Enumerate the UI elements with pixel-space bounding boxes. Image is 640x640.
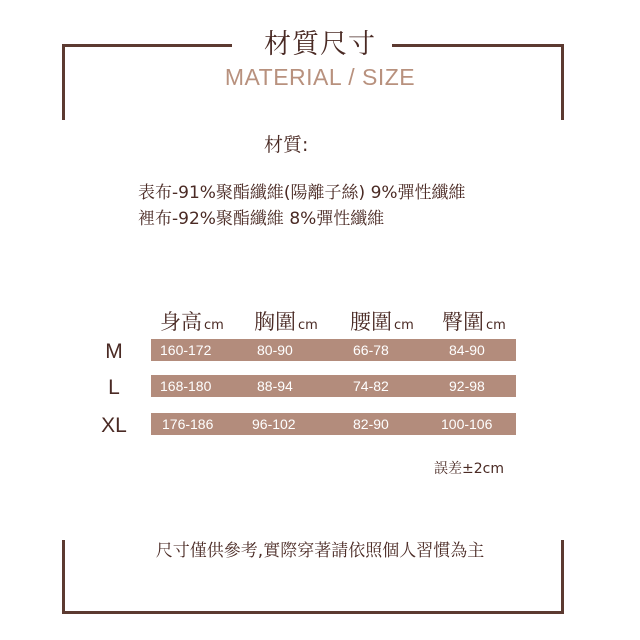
- page-subtitle: MATERIAL / SIZE: [224, 64, 416, 90]
- column-header-label: 胸圍: [254, 310, 296, 334]
- material-line-lining: 裡布-92%聚酯纖維 8%彈性纖維: [138, 209, 385, 229]
- material-heading: 材質:: [264, 134, 309, 156]
- table-cell: 74-82: [353, 378, 389, 394]
- table-cell: 66-78: [353, 342, 389, 358]
- column-header-bust: [254, 306, 318, 336]
- table-cell: 100-106: [441, 416, 493, 432]
- column-header-label: 腰圍: [350, 310, 392, 334]
- column-header-label: 身高: [160, 310, 202, 334]
- table-cell: 80-90: [257, 342, 293, 358]
- tolerance-note: 誤差±2cm: [434, 461, 504, 477]
- size-label-m: M: [105, 340, 123, 363]
- column-header-unit: cm: [298, 318, 318, 333]
- material-line-outer: 表布-91%聚酯纖維(陽離子絲) 9%彈性纖維: [138, 183, 466, 203]
- table-row: [151, 339, 516, 361]
- column-header-waist: [350, 306, 414, 336]
- table-row: [151, 375, 516, 397]
- column-header-unit: cm: [204, 318, 224, 333]
- size-label-xl: XL: [101, 414, 127, 437]
- frame-bottom-line: [62, 611, 564, 614]
- column-header-label: 臀圍: [442, 310, 484, 334]
- table-cell: 82-90: [353, 416, 389, 432]
- table-cell: 168-180: [160, 378, 212, 394]
- table-cell: 88-94: [257, 378, 293, 394]
- page-title: 材質尺寸: [264, 29, 376, 60]
- disclaimer-note: 尺寸僅供參考,實際穿著請依照個人習慣為主: [155, 541, 485, 561]
- table-cell: 84-90: [449, 342, 485, 358]
- table-cell: 92-98: [449, 378, 485, 394]
- table-row: [151, 413, 516, 435]
- table-cell: 96-102: [252, 416, 296, 432]
- column-header-height: [160, 306, 224, 336]
- table-cell: 176-186: [162, 416, 214, 432]
- column-header-hip: [442, 306, 506, 336]
- column-header-unit: cm: [486, 318, 506, 333]
- size-label-l: L: [108, 376, 120, 399]
- table-cell: 160-172: [160, 342, 212, 358]
- column-header-unit: cm: [394, 318, 414, 333]
